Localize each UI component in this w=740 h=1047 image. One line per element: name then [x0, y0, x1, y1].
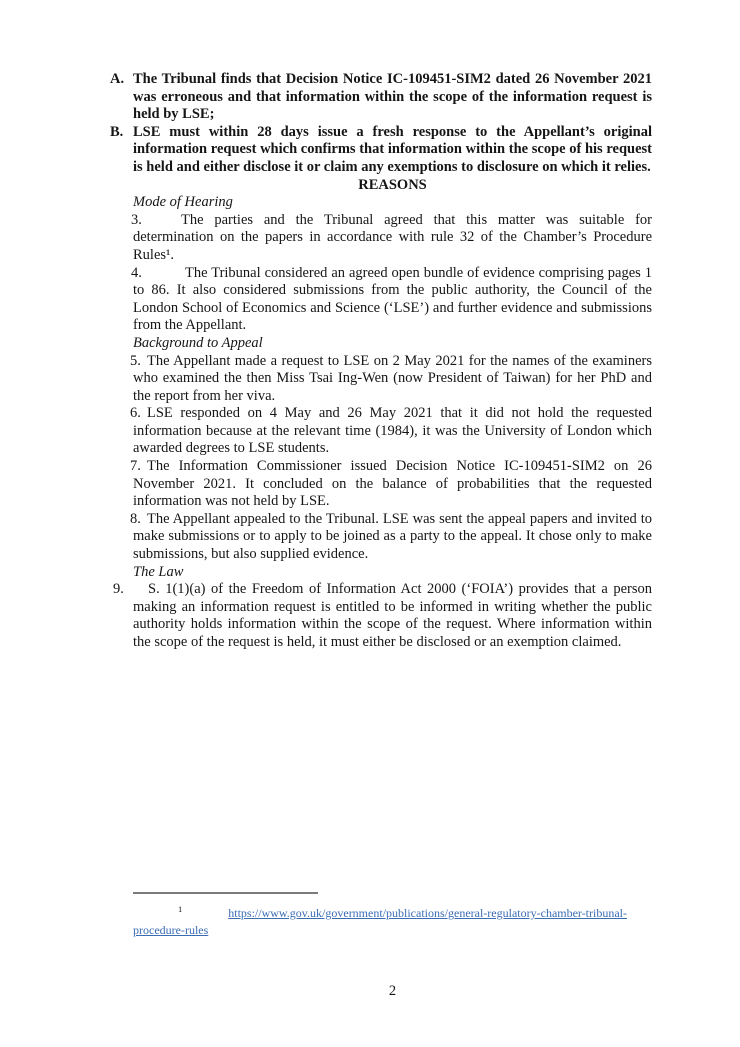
decision-item-text: LSE must within 28 days issue a fresh response to the Appellant’s original information request which confirms that information within the scope of his request is held and either disclose it or claim any exemptions to disclosure on which it relies. — [133, 123, 652, 175]
paragraph-text: The Appellant made a request to LSE on 2 May 2021 for the names of the examiners who examined the then Miss Tsai Ing-Wen (now President of Taiwan) for her PhD and the report from her viva. — [133, 352, 652, 404]
decision-item-marker: B. — [110, 123, 124, 140]
decision-item-a — [110, 71, 652, 124]
section-heading-mode-of-hearing: Mode of Hearing — [133, 194, 233, 211]
footnote-separator — [133, 892, 318, 894]
paragraph-4 — [133, 265, 652, 335]
decision-item-text: The Tribunal finds that Decision Notice IC-109451-SIM2 dated 26 November 2021 was erroneous and that information within the scope of the information request is held by LSE; — [133, 71, 652, 123]
paragraph-text: S. 1(1)(a) of the Freedom of Information Act 2000 (‘FOIA’) provides that a person making an information request is entitled to be informed in writing whether the public authority holds information within the scope of the request. Where information within the scope of the request is held, it must either be disclosed or an exemption claimed. — [133, 581, 652, 650]
document-body — [110, 71, 652, 652]
paragraph-number: 8. — [130, 510, 141, 527]
paragraph-5 — [130, 352, 652, 406]
paragraph-number: 6. — [130, 405, 141, 422]
footnote-link[interactable]: https://www.gov.uk/government/publications/general-regulatory-chamber-tribunal-procedure-rules — [133, 906, 628, 937]
section-heading-background-to-appeal: Background to Appeal — [133, 334, 263, 351]
decision-item-marker: A. — [110, 71, 125, 87]
paragraph-number: 3. — [131, 211, 142, 228]
paragraph-9 — [113, 581, 652, 651]
paragraph-7 — [130, 458, 652, 511]
decision-item-b — [110, 123, 652, 177]
section-heading-the-law: The Law — [133, 563, 184, 580]
paragraph-number: 4. — [131, 264, 142, 281]
paragraph-8 — [130, 510, 652, 564]
paragraph-text: The Appellant appealed to the Tribunal. LSE was sent the appeal papers and invited to make submissions or to apply to be joined as a party to the appeal. It chose only to make submissions, but also supplied evidence. — [133, 510, 652, 563]
paragraph-text: The Tribunal considered an agreed open bundle of evidence comprising pages 1 to 86. It also considered submissions from the public authority, the Council of the London School of Economics and Science (‘LSE’) and further evidence and submissions from the Appellant. — [133, 264, 652, 334]
paragraph-text: The parties and the Tribunal agreed that this matter was suitable for determination on the papers in accordance with rule 32 of the Chamber’s Procedure Rules¹. — [133, 211, 652, 263]
paragraph-number: 9. — [113, 581, 124, 598]
page-number: 2 — [388, 983, 397, 999]
paragraph-text: The Information Commissioner issued Decision Notice IC-109451-SIM2 on 26 November 2021. It concluded on the balance of probabilities that the requested information was not held by LSE. — [133, 458, 652, 510]
paragraph-number: 7. — [130, 458, 141, 475]
footnote — [133, 905, 652, 938]
paragraph-number: 5. — [130, 352, 141, 369]
paragraph-3 — [133, 212, 652, 265]
reasons-heading: REASONS — [358, 176, 427, 193]
paragraph-6 — [130, 405, 652, 458]
paragraph-text: LSE responded on 4 May and 26 May 2021 that it did not hold the requested information because at the relevant time (1984), it was the University of London which awarded degrees to LSE students. — [133, 405, 652, 457]
footnote-ref: 1 — [178, 904, 183, 914]
